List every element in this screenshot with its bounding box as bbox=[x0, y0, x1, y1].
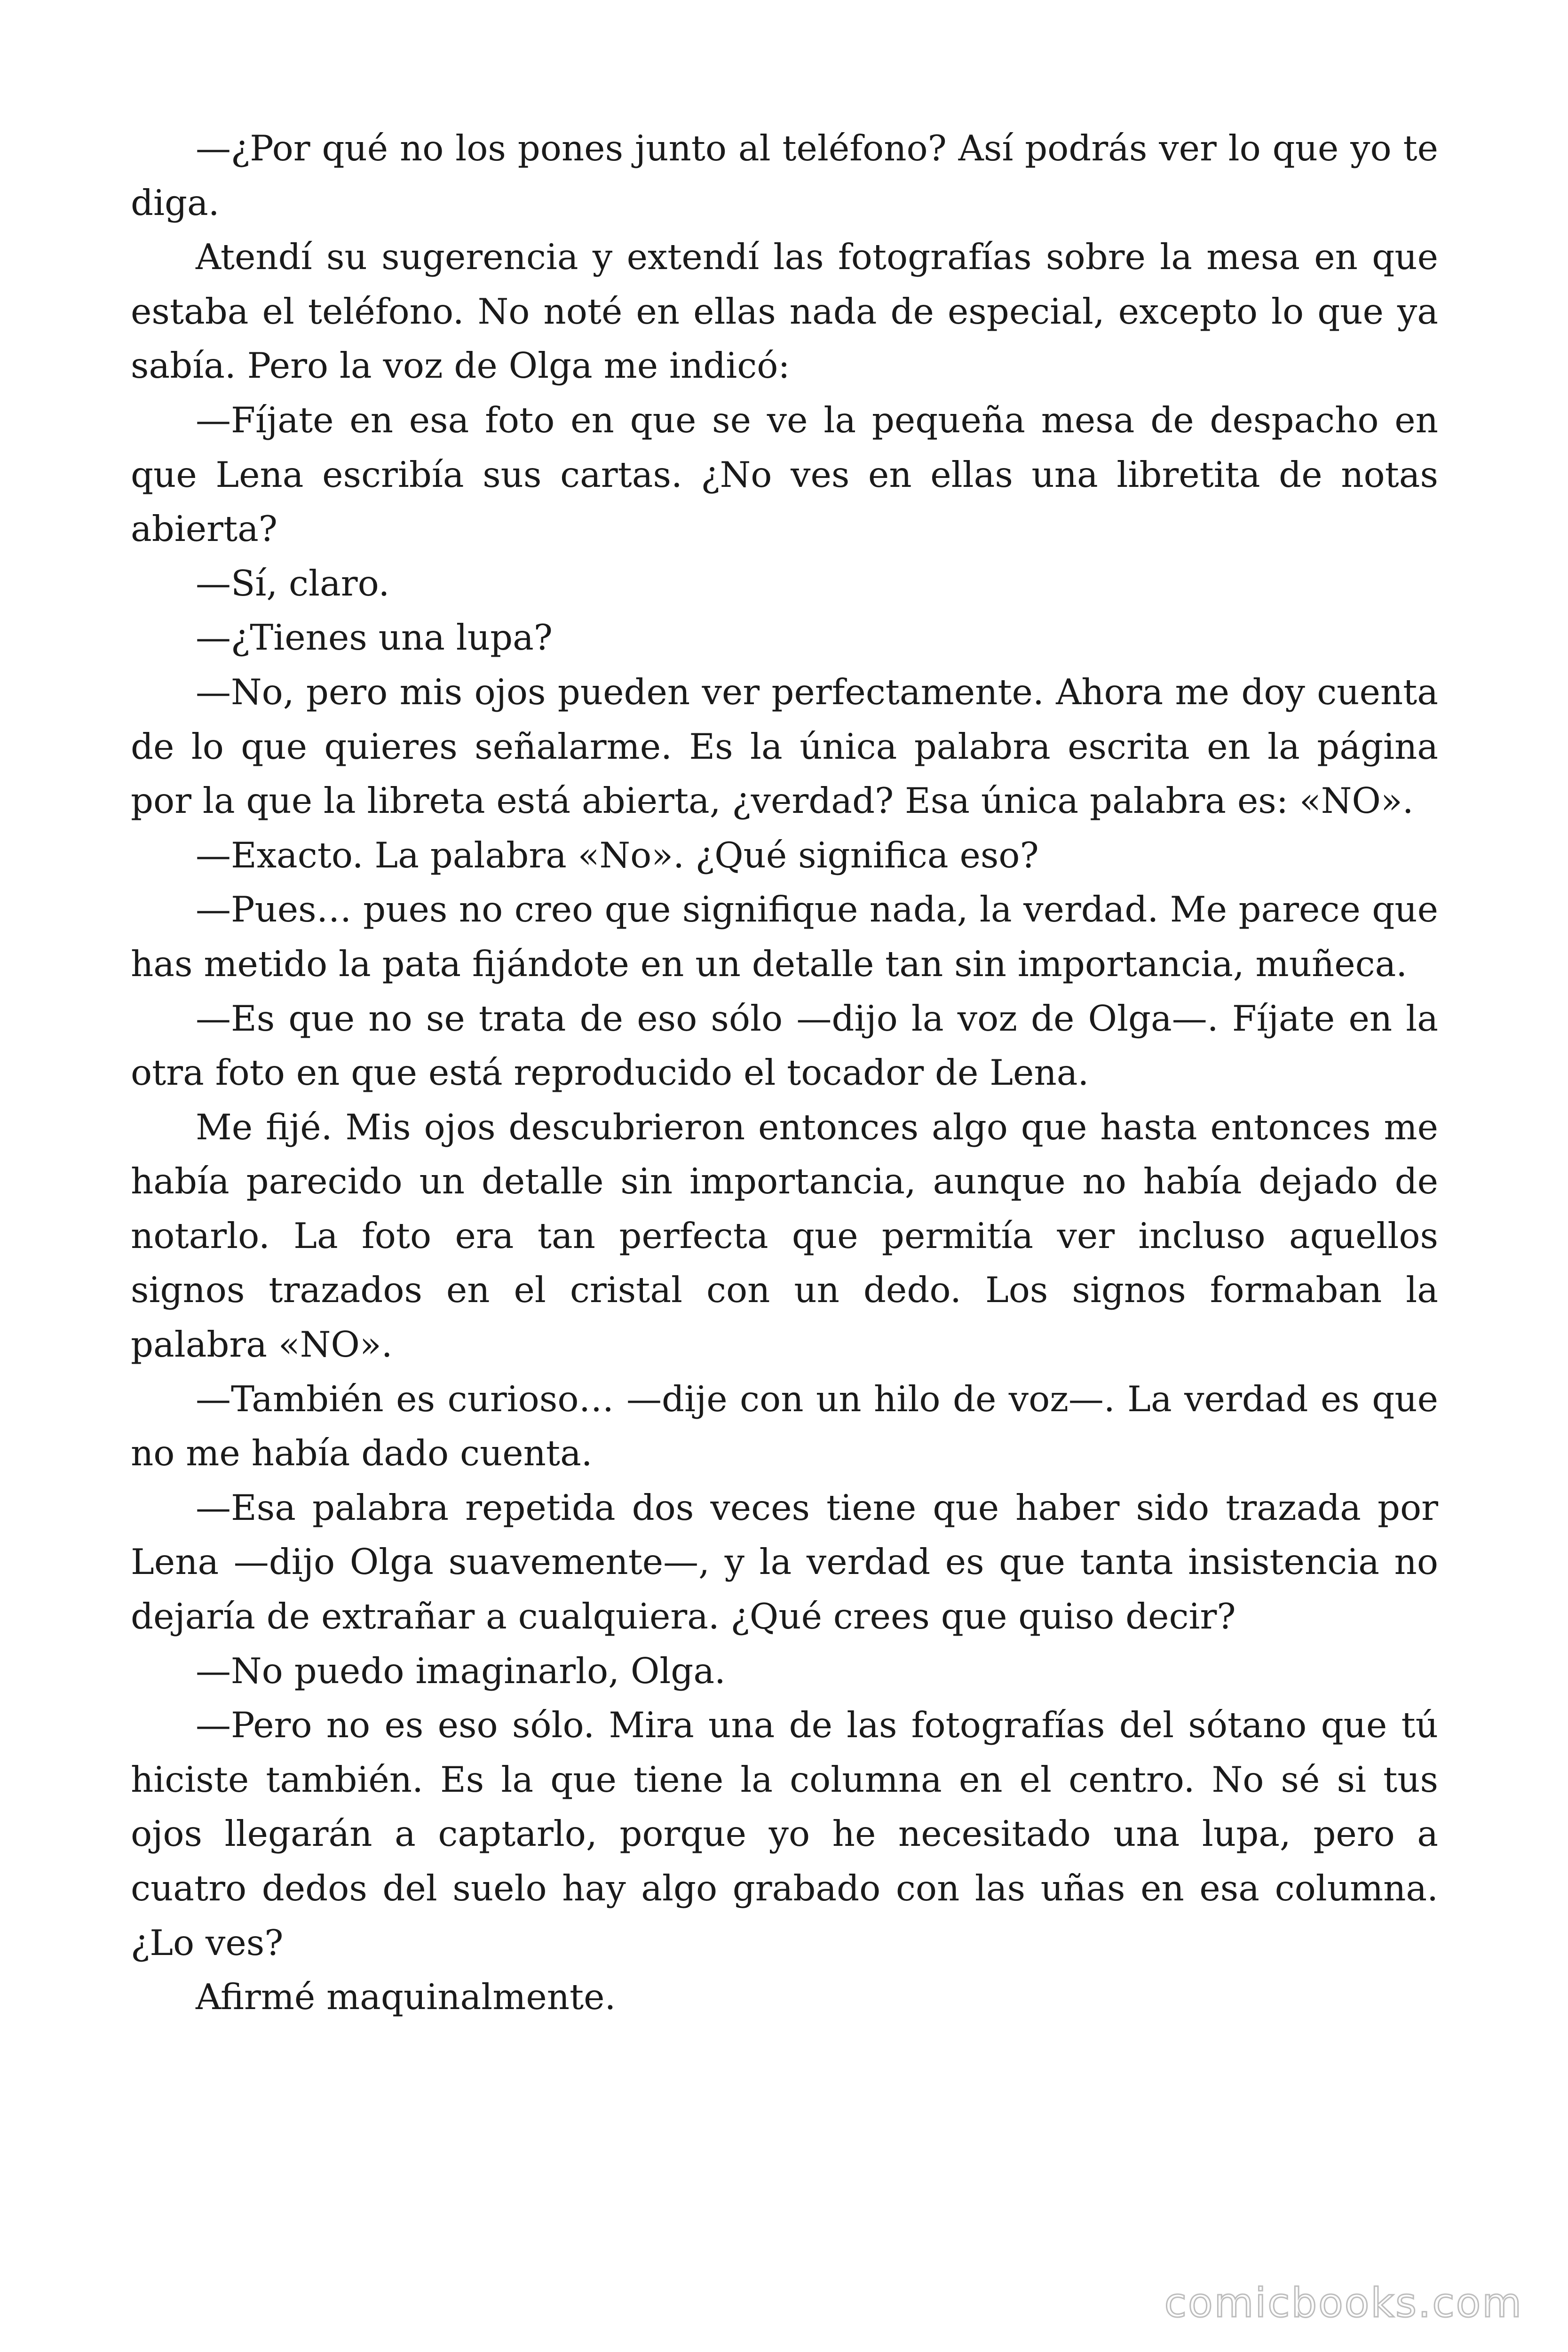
paragraph: —Pues… pues no creo que signifique nada, la verdad. Me parece que has metido la pata fijándote en un detalle tan sin importancia, muñeca. bbox=[131, 889, 1438, 985]
paragraph: Afirmé maquinalmente. bbox=[196, 1976, 616, 2018]
paragraph: —¿Tienes una lupa? bbox=[196, 617, 553, 659]
paragraph: —También es curioso… —dije con un hilo de voz—. La verdad es que no me había dado cuenta. bbox=[131, 1378, 1438, 1474]
paragraph: —Pero no es eso sólo. Mira una de las fotografías del sótano que tú hiciste también. Es la que tiene la columna en el centro. No sé si tus ojos llegarán a captarlo, porque yo he necesitado una lupa, pero a cuatro dedos del suelo hay algo grabado con las uñas en esa columna. ¿Lo ves? bbox=[131, 1704, 1438, 1963]
paragraph: —Sí, claro. bbox=[196, 562, 390, 604]
paragraph: —¿Por qué no los pones junto al teléfono? Así podrás ver lo que yo te diga. bbox=[131, 127, 1438, 223]
paragraph: —Fíjate en esa foto en que se ve la pequeña mesa de despacho en que Lena escribía sus cartas. ¿No ves en ellas una libretita de notas abierta? bbox=[131, 399, 1438, 550]
paragraph: —No puedo imaginarlo, Olga. bbox=[196, 1650, 726, 1692]
paragraph: —Esa palabra repetida dos veces tiene que haber sido trazada por Lena —dijo Olga suavemente—, y la verdad es que tanta insistencia no dejaría de extrañar a cualquiera. ¿Qué crees que quiso decir? bbox=[131, 1486, 1438, 1637]
paragraph: —No, pero mis ojos pueden ver perfectamente. Ahora me doy cuenta de lo que quieres señalarme. Es la única palabra escrita en la página por la que la libreta está abierta, ¿verdad? Esa única palabra es: «NO». bbox=[131, 671, 1438, 822]
paragraph: —Exacto. La palabra «No». ¿Qué significa eso? bbox=[196, 834, 1039, 876]
body-text bbox=[131, 121, 1438, 2025]
paragraph: —Es que no se trata de eso sólo —dijo la voz de Olga—. Fíjate en la otra foto en que está reproducido el tocador de Lena. bbox=[131, 997, 1438, 1094]
paragraph: Me fijé. Mis ojos descubrieron entonces algo que hasta entonces me había parecido un detalle sin importancia, aunque no había dejado de notarlo. La foto era tan perfecta que permitía ver incluso aquellos signos trazados en el cristal con un dedo. Los signos formaban la palabra «NO». bbox=[131, 1106, 1438, 1366]
site-watermark: comicbooks.com bbox=[1164, 2280, 1523, 2327]
paragraph: Atendí su sugerencia y extendí las fotografías sobre la mesa en que estaba el teléfono. No noté en ellas nada de especial, excepto lo que ya sabía. Pero la voz de Olga me indicó: bbox=[131, 236, 1438, 387]
